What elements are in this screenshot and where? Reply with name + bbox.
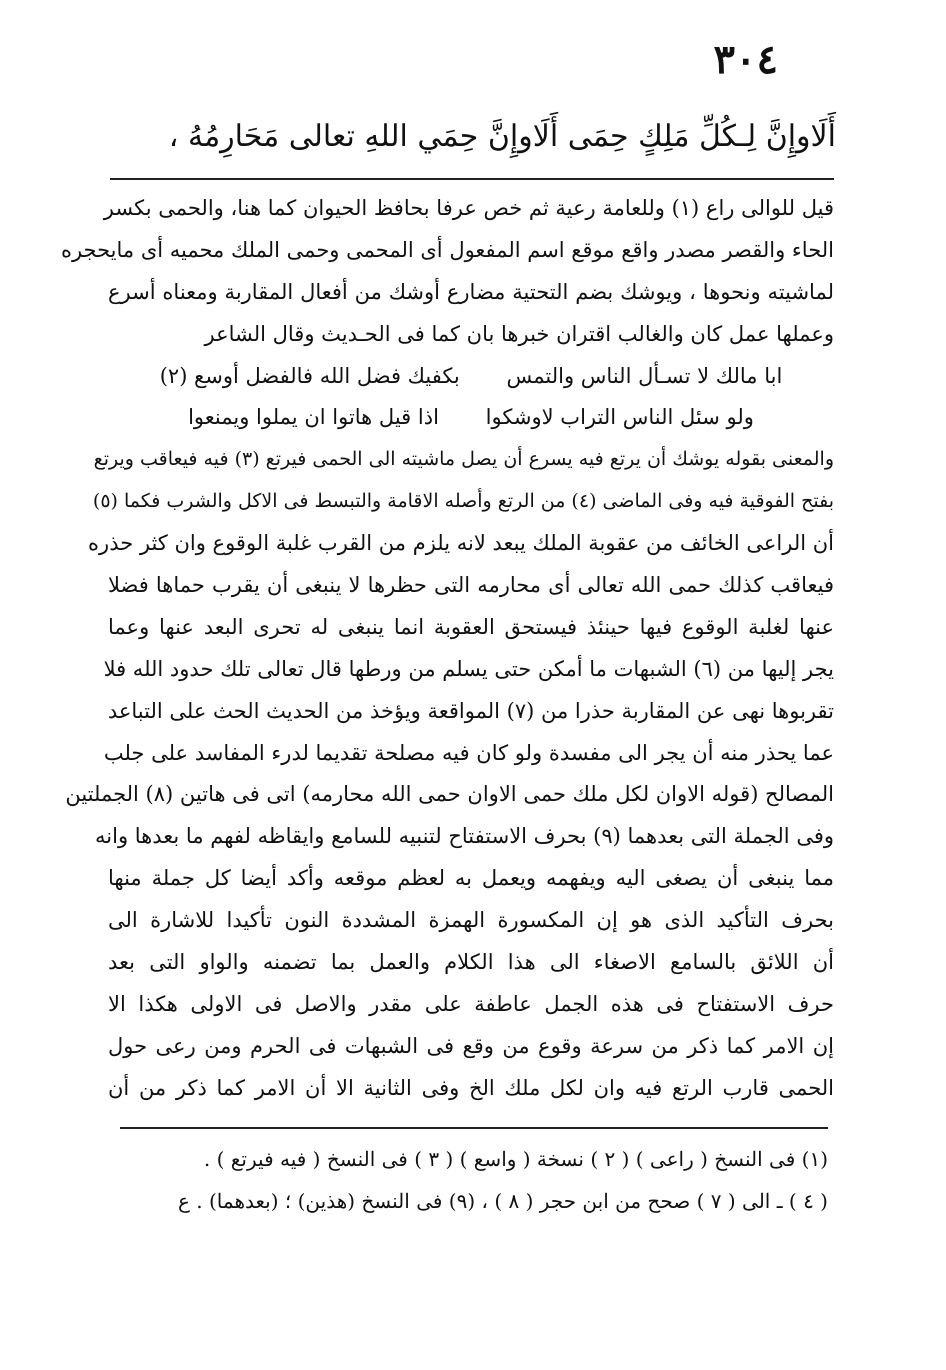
commentary-line: عما يحذر منه أن يجر الى مفسدة ولو كان فيه مصلحة تقديما لدرء المفاسد على جلب	[103, 740, 834, 765]
footnote-line: (١) فى النسخ ( راعى ) ( ٢ ) نسخة ( واسع ) ( ٣ ) فى النسخ ( فيه فيرتع ) .	[203, 1147, 828, 1171]
commentary-text	[60, 188, 834, 1110]
footnotes	[118, 1138, 828, 1222]
poetry-verse: ابا مالك لا تسـأل الناس والتمس بكفيك فضل الله فالفضل أوسع (٢)	[159, 363, 783, 388]
commentary-line: بفتح الفوقية فيه وفى الماضى (٤) من الرتع وأصله الاقامة والتبسط فى الاكل والشرب فكما (٥)	[92, 490, 834, 513]
commentary-line: فيعاقب كذلك حمى الله تعالى أى محارمه التى حظرها لا ينبغى أن يقرب حماها فضلا	[108, 573, 834, 598]
commentary-line: أن اللائق بالسامع الاصغاء الى هذا الكلام والعمل بما تضمنه والواو التى بعد	[108, 950, 834, 975]
commentary-line: عنها لغلبة الوقوع فيها حينئذ فيستحق العقوبة انما ينبغى له تحرى البعد عنها وعما	[108, 614, 834, 639]
poetry-verse: ولو سئل الناس التراب لاوشكوا اذا قيل هاتوا ان يملوا ويمنعوا	[188, 405, 754, 430]
hadith-text: أَلَاوإِنَّ لِـكُلِّ مَلِكٍ حِمَى أَلَاوإِنَّ حِمَي اللهِ تعالى مَحَارِمُهُ ،	[168, 119, 836, 154]
commentary-line: الحمى قارب الرتع فيه وان لكل ملك الخ وفى الثانية الا أن الامر كما ذكر من أن	[108, 1075, 834, 1100]
top-divider	[110, 178, 834, 180]
commentary-line: أن الراعى الخائف من عقوبة الملك يبعد لانه يلزم من القرب غلبة الوقوع وان كثر حذره	[88, 531, 834, 556]
commentary-line: مما ينبغى أن يصغى اليه ويفهمه ويعمل به لعظم موقعه وأكد أيضا كل جملة منها	[108, 866, 834, 891]
commentary-line: وفى الجملة التى بعدهما (٩) بحرف الاستفتاح لتنبيه للسامع وايقاظه لفهم ما بعدها وانه	[95, 824, 834, 849]
commentary-line: إن الامر كما ذكر من سرعة وقوع من وقع فى الشبهات فى الحرم ومن رعى حول	[108, 1033, 834, 1058]
page-number: ٣٠٤	[713, 36, 778, 83]
footnote-divider	[120, 1127, 828, 1129]
commentary-line: الحاء والقصر مصدر واقع موقع اسم المفعول أى المحمى وحمى الملك محميه أى مايحجره	[60, 237, 834, 262]
commentary-line: بحرف التأكيد الذى هو إن المكسورة الهمزة المشددة النون تأكيدا للاشارة الى	[108, 908, 834, 933]
commentary-line: وعملها عمل كان والغالب اقتران خبرها بان كما فى الحـديث وقال الشاعر	[204, 321, 834, 346]
commentary-line: والمعنى بقوله يوشك أن يرتع فيه يسرع أن يصل ماشيته الى الحمى فيرتع (٣) فيه فيعاقب ويرتع	[93, 448, 834, 471]
commentary-line: حرف الاستفتاح فى هذه الجمل عاطفة على مقدر والاصل فى الاولى هكذا الا	[108, 991, 834, 1016]
commentary-line: المصالح (قوله الاوان لكل ملك حمى الاوان حمى الله محارمه) اتى فى هاتين (٨) الجملتين	[65, 782, 834, 807]
commentary-line: لماشيته ونحوها ، ويوشك بضم التحتية مضارع أوشك من أفعال المقاربة ومعناه أسرع	[108, 279, 834, 304]
footnote-line: ( ٤ ) ـ الى ( ٧ ) صحح من ابن حجر ( ٨ ) ، (٩) فى النسخ (هذين) ؛ (بعدهما) . ع	[178, 1189, 828, 1213]
commentary-line: يجر إليها من (٦) الشبهات ما أمكن حتى يسلم من ورطها قال تعالى تلك حدود الله فلا	[103, 656, 834, 681]
commentary-line: قيل للوالى راع (١) وللعامة رعية ثم خص عرفا بحافظ الحيوان كما هنا، والحمى بكسر	[103, 196, 834, 220]
commentary-line: تقربوها نهى عن المقاربة حذرا من (٧) المواقعة ويؤخذ من الحديث الحث على التباعد	[107, 698, 834, 723]
